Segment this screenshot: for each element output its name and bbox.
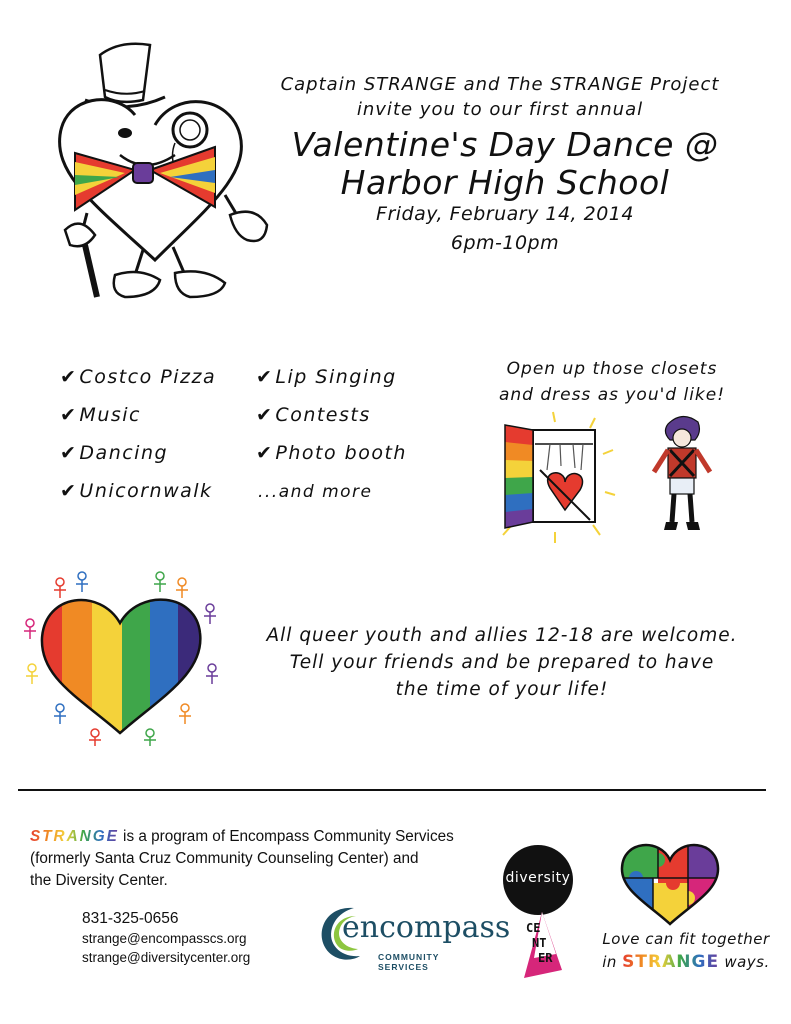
checkmark-icon: ✔ [60,480,78,502]
event-time: 6pm-10pm [450,232,560,254]
event-date: Friday, February 14, 2014 [376,203,634,225]
encompass-wordmark: encompass [342,910,511,945]
feature-item: ✔ Lip Singing [256,366,397,388]
contact-email-diversity[interactable]: strange@diversitycenter.org [82,950,251,965]
program-description [30,826,454,892]
strange-word-colored: STRANGE [622,952,720,972]
encompass-logo [312,900,511,972]
program-line-2: (formerly Santa Cruz Community Counseling Center) and [30,850,419,867]
tagline-line-1: Love can fit together [602,930,770,948]
strange-wordmark: STRANGE [30,828,119,845]
invite-line-1: Captain STRANGE and The STRANGE Project [280,74,720,95]
checkmark-icon: ✔ [256,366,274,388]
encompass-subtitle: COMMUNITY SERVICES [378,952,440,972]
feature-item: ✔ Music [60,404,141,426]
center-letters: CE NT ER [526,921,553,965]
feature-item: ✔ Photo booth [256,442,407,464]
checkmark-icon: ✔ [256,404,274,426]
event-title-line-1: Valentine's Day Dance @ [291,125,719,164]
feature-item: ✔ Unicornwalk [60,480,213,502]
rainbow-heart-illustration [20,568,225,748]
closets-line-1: Open up those closets [506,359,718,379]
welcome-line-1: All queer youth and allies 12-18 are welcome. [266,625,738,646]
feature-item: ✔ Contests [256,404,371,426]
contact-email-encompass[interactable]: strange@encompasscs.org [82,931,247,946]
puzzle-heart-illustration [618,838,723,926]
event-title-line-2: Harbor High School [340,163,670,202]
program-line-1: STRANGE is a program of Encompass Community Services [30,828,454,845]
program-line-3: the Diversity Center. [30,872,168,889]
feature-more: ...and more [258,482,373,502]
tagline-line-2: in STRANGE ways. [602,952,770,972]
invite-line-2: invite you to our first annual [356,99,644,120]
checkmark-icon: ✔ [60,442,78,464]
feature-item: ✔ Costco Pizza [60,366,217,388]
closets-line-2: and dress as you'd like! [498,385,726,405]
top-hat-icon [85,44,165,107]
welcome-line-3: the time of your life! [395,679,609,700]
diversity-center-logo [500,828,580,988]
checkmark-icon: ✔ [256,442,274,464]
footer-divider [18,789,766,791]
feature-item: ✔ Dancing [60,442,169,464]
dressed-up-youth-illustration [640,410,725,535]
contact-phone: 831-325-0656 [82,910,179,927]
checkmark-icon: ✔ [60,404,78,426]
diversity-wordmark: diversity [505,870,571,886]
checkmark-icon: ✔ [60,366,78,388]
welcome-line-2: Tell your friends and be prepared to have [289,652,715,673]
rainbow-closet-illustration [495,410,620,545]
